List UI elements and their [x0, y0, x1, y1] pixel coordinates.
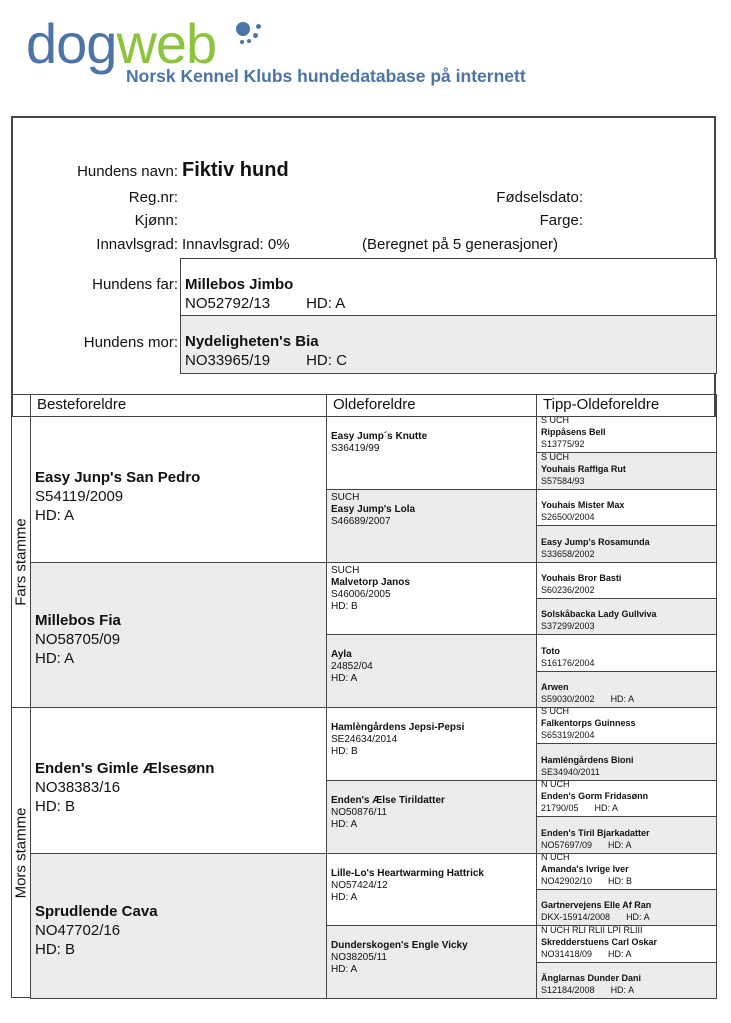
great-great-grandparent-reg-row — [541, 548, 650, 560]
title-text: N UCH — [541, 853, 570, 862]
header-great-great-grandparents: Tipp-Oldeforeldre — [536, 394, 717, 417]
great-grandparent-hd: HD: B — [331, 746, 358, 757]
great-great-grandparent-hd: HD: A — [608, 949, 632, 959]
great-great-grandparent-cell[interactable] — [536, 416, 717, 453]
great-great-grandparent-hd: HD: A — [610, 985, 635, 995]
great-great-grandparent-info — [541, 536, 650, 560]
great-grandparent-cell[interactable] — [326, 416, 537, 490]
great-great-grandparent-hd: HD: A — [626, 912, 650, 922]
title-text: S UCH — [541, 452, 570, 462]
great-great-grandparent-reg: S65319/2004 — [541, 730, 595, 740]
great-great-grandparent-cell[interactable] — [536, 671, 717, 708]
great-great-grandparent-cell[interactable] — [536, 525, 717, 563]
side-fars-stamme — [11, 416, 31, 708]
great-grandparent-name[interactable]: Ayla — [331, 649, 352, 660]
great-great-grandparent-info — [541, 853, 632, 887]
dog-name: Fiktiv hund — [182, 159, 289, 181]
great-grandparent-hd: HD: B — [331, 601, 358, 612]
great-grandparent-cell[interactable] — [326, 562, 537, 635]
great-great-grandparent-info — [541, 572, 621, 596]
great-great-grandparent-info — [541, 925, 657, 960]
great-grandparent-name[interactable]: Enden's Ælse Tirildatter — [331, 795, 445, 806]
great-great-grandparent-hd: HD: B — [608, 876, 633, 886]
great-great-grandparent-info — [541, 452, 626, 487]
logo-dots-icon — [236, 22, 276, 52]
grandparent-hd: HD: A — [35, 507, 75, 524]
grandparent-reg: NO38383/16 — [35, 779, 121, 796]
great-grandparent-info — [331, 431, 427, 455]
great-great-grandparent-info — [541, 707, 636, 741]
great-great-grandparent-reg-row — [541, 839, 650, 851]
great-great-grandparent-reg: S13775/92 — [541, 439, 585, 449]
great-great-grandparent-cell[interactable] — [536, 634, 717, 672]
great-great-grandparent-reg-row — [541, 584, 621, 596]
great-great-grandparent-reg: DKX-15914/2008 — [541, 912, 611, 922]
title-text: SUCH — [331, 492, 360, 503]
grandparent-info — [35, 468, 200, 525]
grandparent-name[interactable]: Enden's Gimle Ælsesønn — [35, 760, 215, 777]
fars-stamme-label: Fars stamme — [12, 518, 30, 606]
header-corner — [11, 394, 31, 417]
title-text: S UCH — [541, 416, 570, 425]
father-name[interactable]: Millebos Jimbo — [185, 276, 294, 293]
title-text: S UCH — [541, 707, 570, 716]
great-grandparent-hd: HD: A — [331, 964, 358, 975]
father-hd: HD: A — [306, 295, 346, 312]
grandparent-reg: NO58705/09 — [35, 631, 121, 648]
great-grandparent-reg: 24852/04 — [331, 661, 373, 672]
great-great-grandparent-name[interactable]: Solskåbacka Lady Gullviva — [541, 609, 657, 619]
great-grandparent-reg: NO57424/12 — [331, 880, 388, 891]
great-grandparent-cell[interactable] — [326, 925, 537, 999]
great-grandparent-reg: S46006/2005 — [331, 589, 391, 600]
great-great-grandparent-reg-row — [541, 511, 624, 523]
great-great-grandparent-cell[interactable] — [536, 780, 717, 817]
great-great-grandparent-info — [541, 899, 651, 923]
great-great-grandparent-name[interactable]: Amanda's Ivrige Iver — [541, 864, 629, 874]
father-box[interactable] — [180, 258, 717, 316]
great-great-grandparent-reg-row — [541, 948, 657, 960]
great-great-grandparent-reg-row — [541, 475, 626, 487]
great-great-grandparent-reg: NO31418/09 — [541, 949, 593, 959]
great-grandparent-reg: NO38205/11 — [331, 952, 387, 963]
great-great-grandparent-reg: S16176/2004 — [541, 658, 595, 668]
great-great-grandparent-hd: HD: A — [594, 803, 619, 813]
great-grandparent-info — [331, 722, 464, 758]
great-grandparent-name[interactable]: Malvetorp Janos — [331, 577, 410, 588]
great-grandparent-reg: NO50876/11 — [331, 807, 387, 818]
great-great-grandparent-info — [541, 645, 595, 669]
grandparent-name[interactable]: Easy Junp's San Pedro — [35, 469, 201, 486]
great-great-grandparent-name[interactable]: Youhais Raffiga Rut — [541, 464, 626, 474]
grandparent-hd: HD: B — [35, 941, 76, 958]
great-grandparent-hd: HD: A — [331, 819, 358, 830]
great-grandparent-info — [331, 649, 373, 685]
logo-web-text: web — [116, 12, 217, 75]
great-great-grandparent-info — [541, 608, 657, 632]
great-great-grandparent-info — [541, 780, 648, 814]
great-great-grandparent-reg: NO42902/10 — [541, 876, 593, 886]
mother-label: Hundens mor: — [83, 334, 178, 351]
great-great-grandparent-cell[interactable] — [536, 743, 717, 781]
great-great-grandparent-info — [541, 972, 641, 996]
great-great-grandparent-reg-row — [541, 875, 632, 887]
great-grandparent-reg: SE24634/2014 — [331, 734, 398, 745]
great-great-grandparent-reg: S59030/2002 — [541, 694, 595, 704]
inbreeding-note: (Beregnet på 5 generasjoner) — [362, 236, 558, 253]
great-great-grandparent-cell[interactable] — [536, 962, 717, 999]
header-grandparents: Besteforeldre — [30, 394, 327, 417]
great-great-grandparent-cell[interactable] — [536, 816, 717, 854]
father-reg: NO52792/13 — [185, 295, 271, 312]
regnr-label: Reg.nr: — [128, 189, 178, 206]
great-grandparent-hd: HD: A — [331, 673, 358, 684]
mother-box[interactable] — [180, 315, 717, 374]
great-great-grandparent-cell[interactable] — [536, 889, 717, 926]
great-grandparent-name[interactable]: Hamlèngårdens Jepsi-Pepsi — [331, 722, 465, 733]
great-great-grandparent-name[interactable]: Easy Jump's Rosamunda — [541, 537, 650, 547]
great-great-grandparent-cell[interactable] — [536, 925, 717, 963]
title-text: SUCH — [331, 565, 360, 576]
header-great-grandparents: Oldeforeldre — [326, 394, 537, 417]
grandparent-cell[interactable] — [30, 416, 327, 563]
great-great-grandparent-reg: SE34940/2011 — [541, 767, 600, 777]
great-great-grandparent-cell[interactable] — [536, 598, 717, 635]
great-great-grandparent-reg: S33658/2002 — [541, 549, 595, 559]
great-great-grandparent-reg-row — [541, 438, 606, 450]
great-grandparent-cell[interactable] — [326, 780, 537, 854]
logo-dog-text: dog — [26, 12, 117, 75]
grandparent-info — [35, 611, 121, 668]
inbreeding-value: Innavlsgrad: 0% — [182, 236, 290, 253]
mother-reg: NO33965/19 — [185, 352, 271, 369]
great-grandparent-cell[interactable] — [326, 634, 537, 708]
great-grandparent-reg: S36419/99 — [331, 443, 380, 454]
logo-tagline: Norsk Kennel Klubs hundedatabase på internett — [126, 66, 526, 86]
mother-hd: HD: C — [306, 352, 347, 369]
great-great-grandparent-reg: S57584/93 — [541, 476, 585, 486]
great-great-grandparent-cell[interactable] — [536, 452, 717, 490]
great-great-grandparent-cell[interactable] — [536, 707, 717, 744]
great-great-grandparent-name[interactable]: Arwen — [541, 682, 569, 692]
great-grandparent-info — [331, 868, 484, 904]
logo-wordmark — [26, 14, 216, 74]
great-great-grandparent-info — [541, 681, 634, 705]
great-great-grandparent-name[interactable]: Skredderstuens Carl Oskar — [541, 937, 658, 947]
grandparent-reg: NO47702/16 — [35, 922, 121, 939]
great-great-grandparent-reg: S12184/2008 — [541, 985, 595, 995]
great-grandparent-info — [331, 940, 468, 976]
great-grandparent-info — [331, 492, 415, 528]
birthdate-label: Fødselsdato: — [496, 189, 583, 206]
great-great-grandparent-name[interactable]: Youhais Mister Max — [541, 500, 625, 510]
great-grandparent-cell[interactable] — [326, 489, 537, 563]
great-great-grandparent-reg: NO57697/09 — [541, 840, 593, 850]
great-great-grandparent-info — [541, 827, 650, 851]
great-great-grandparent-name[interactable]: Rippåsens Bell — [541, 427, 606, 437]
great-great-grandparent-info — [541, 499, 624, 523]
great-great-grandparent-reg-row — [541, 911, 651, 923]
great-grandparent-cell[interactable] — [326, 707, 537, 781]
inbreeding-label: Innavlsgrad: — [96, 236, 178, 253]
great-great-grandparent-cell[interactable] — [536, 562, 717, 599]
great-grandparent-info — [331, 565, 410, 613]
grandparent-name[interactable]: Millebos Fia — [35, 612, 121, 629]
great-great-grandparent-name[interactable]: Enden's Gorm Fridasønn — [541, 791, 649, 801]
great-great-grandparent-name[interactable]: Hamléngårdens Bioni — [541, 755, 634, 765]
side-mors-stamme — [11, 707, 31, 998]
great-great-grandparent-cell[interactable] — [536, 489, 717, 526]
great-great-grandparent-info — [541, 416, 606, 450]
great-great-grandparent-reg: 21790/05 — [541, 803, 579, 813]
great-great-grandparent-reg: S60236/2002 — [541, 585, 595, 595]
grandparent-info — [35, 759, 214, 816]
great-grandparent-name[interactable]: Dunderskogen's Engle Vicky — [331, 940, 468, 951]
grandparent-reg: S54119/2009 — [35, 488, 124, 505]
great-great-grandparent-name[interactable]: Änglarnas Dunder Dani — [541, 973, 642, 983]
great-great-grandparent-cell[interactable] — [536, 853, 717, 890]
great-grandparent-info — [331, 795, 445, 831]
great-grandparent-hd: HD: A — [331, 892, 358, 903]
great-great-grandparent-reg: S26500/2004 — [541, 512, 595, 522]
grandparent-hd: HD: A — [35, 650, 75, 667]
great-great-grandparent-name[interactable]: Toto — [541, 646, 560, 656]
mother-name[interactable]: Nydeligheten's Bia — [185, 333, 319, 350]
great-great-grandparent-reg-row — [541, 693, 634, 705]
great-grandparent-reg: S46689/2007 — [331, 516, 391, 527]
grandparent-hd: HD: B — [35, 798, 76, 815]
title-text: N UCH RLI RLII LPI RLIII — [541, 925, 643, 935]
great-great-grandparent-name[interactable]: Falkentorps Guinness — [541, 718, 636, 728]
great-great-grandparent-reg-row — [541, 802, 648, 814]
pedigree-table — [11, 394, 717, 998]
grandparent-cell[interactable] — [30, 853, 327, 999]
grandparent-info — [35, 902, 158, 959]
dog-name-label: Hundens navn: — [77, 163, 178, 180]
great-great-grandparent-reg-row — [541, 729, 636, 741]
great-great-grandparent-reg-row — [541, 620, 657, 632]
title-text: N UCH — [541, 780, 570, 789]
great-great-grandparent-hd: HD: A — [610, 694, 635, 704]
great-great-grandparent-reg-row — [541, 984, 641, 996]
great-great-grandparent-name[interactable]: Enden's Tiril Bjarkadatter — [541, 828, 650, 838]
sex-label: Kjønn: — [134, 212, 178, 229]
great-great-grandparent-reg-row — [541, 657, 595, 669]
great-grandparent-name[interactable]: Easy Jump´s Knutte — [331, 431, 428, 442]
grandparent-cell[interactable] — [30, 707, 327, 854]
great-great-grandparent-reg: S37299/2003 — [541, 621, 595, 631]
great-grandparent-cell[interactable] — [326, 853, 537, 926]
great-grandparent-name[interactable]: Easy Jump's Lola — [331, 504, 416, 515]
great-grandparent-name[interactable]: Lille-Lo's Heartwarming Hattrick — [331, 868, 484, 879]
great-great-grandparent-name[interactable]: Youhais Bror Basti — [541, 573, 622, 583]
great-great-grandparent-reg-row — [541, 766, 634, 778]
grandparent-cell[interactable] — [30, 562, 327, 708]
father-label: Hundens far: — [92, 276, 178, 293]
mors-stamme-label: Mors stamme — [12, 807, 30, 898]
color-label: Farge: — [539, 212, 583, 229]
great-great-grandparent-info — [541, 754, 634, 778]
grandparent-name[interactable]: Sprudlende Cava — [35, 903, 158, 920]
great-great-grandparent-name[interactable]: Gartnervejens Elle Af Ran — [541, 900, 652, 910]
great-great-grandparent-hd: HD: A — [608, 840, 632, 850]
